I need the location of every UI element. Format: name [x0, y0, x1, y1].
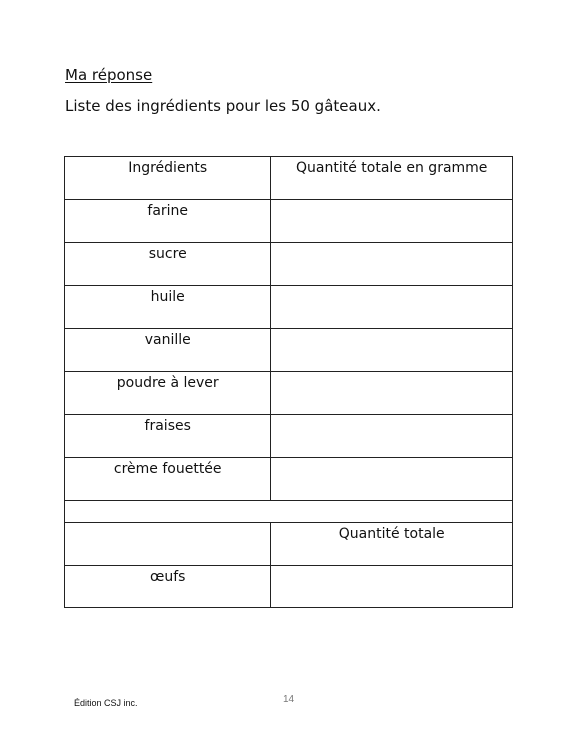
table-row	[65, 458, 513, 501]
ingredient-cell: crème fouettée	[65, 458, 271, 501]
header-ingredients: Ingrédients	[65, 157, 271, 200]
table-row	[65, 566, 513, 608]
spacer-cell	[65, 501, 513, 523]
ingredient-cell: sucre	[65, 243, 271, 286]
table-row	[65, 372, 513, 415]
quantity-cell[interactable]	[271, 200, 513, 243]
ingredients-table	[64, 156, 513, 608]
ingredient-cell: œufs	[65, 566, 271, 608]
table-row	[65, 329, 513, 372]
publisher-footer: Édition CSJ inc.	[74, 698, 138, 708]
quantity-cell[interactable]	[271, 458, 513, 501]
quantity-cell[interactable]	[271, 372, 513, 415]
table-row	[65, 243, 513, 286]
ingredient-cell: vanille	[65, 329, 271, 372]
quantity-cell[interactable]	[271, 415, 513, 458]
intro-text: Liste des ingrédients pour les 50 gâteaux.	[65, 97, 381, 115]
ingredient-cell: poudre à lever	[65, 372, 271, 415]
table-row	[65, 415, 513, 458]
ingredient-cell: huile	[65, 286, 271, 329]
quantity-cell[interactable]	[271, 566, 513, 608]
spacer-row	[65, 501, 513, 523]
quantity-cell[interactable]	[271, 243, 513, 286]
page-number: 14	[283, 694, 295, 705]
quantity-cell[interactable]	[271, 329, 513, 372]
quantity-cell[interactable]	[271, 286, 513, 329]
table-row	[65, 286, 513, 329]
header-total-quantity-grams: Quantité totale en gramme	[271, 157, 513, 200]
second-header-row	[65, 523, 513, 566]
table-header-row	[65, 157, 513, 200]
ingredient-cell: farine	[65, 200, 271, 243]
section-heading: Ma réponse	[65, 66, 153, 84]
second-header-blank	[65, 523, 271, 566]
header-total-quantity: Quantité totale	[271, 523, 513, 566]
table-row	[65, 200, 513, 243]
ingredient-cell: fraises	[65, 415, 271, 458]
